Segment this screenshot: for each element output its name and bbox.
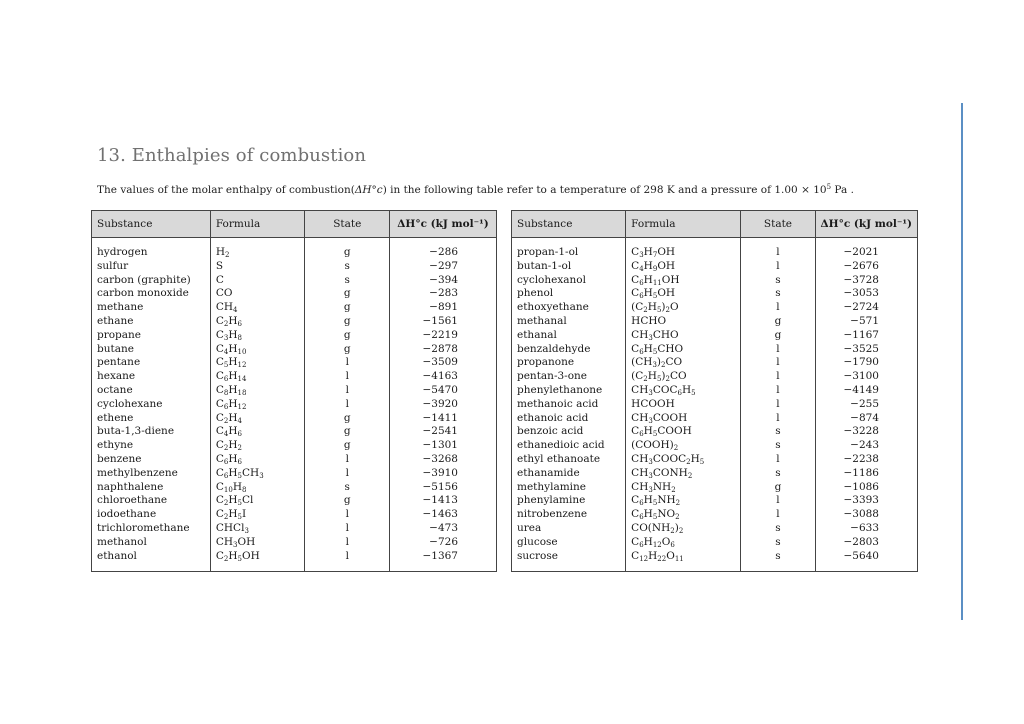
substance-cell: ethanol [92,550,211,564]
enthalpy-value-cell: −1790 [843,356,879,369]
intro-middle: ) in the following table refer to a temperature of 298 K and a pressure of 1.00 × 10 [382,184,827,196]
formula-cell: C [210,274,305,288]
table-row [92,550,497,564]
formula-cell: $C_6H_5NO_2$ [626,508,741,522]
formula-cell: $C_6H_{11}OH$ [626,274,741,288]
table-row [512,301,918,315]
table-spacer-row [92,238,497,247]
table-row [92,301,497,315]
substance-cell: naphthalene [92,481,211,495]
formula-cell: $C_6H_{12}O_6$ [626,536,741,550]
header-enthalpy: ΔH°c (kJ mol⁻¹) [815,211,917,238]
header-enthalpy: ΔH°c (kJ mol⁻¹) [390,211,497,238]
formula-cell: $C_6H_5OH$ [626,287,741,301]
table-row [512,329,918,343]
substance-cell: phenol [512,287,626,301]
table-row [512,425,918,439]
formula-cell: $CH_3COOC_2H_5$ [626,453,741,467]
table-row [512,398,918,412]
enthalpy-table-left [91,210,497,572]
formula-cell: $C_2H_6$ [210,315,305,329]
substance-cell: butan-1-ol [512,260,626,274]
header-formula: Formula [626,211,741,238]
enthalpy-value-cell: −2021 [843,246,879,258]
substance-cell: propane [92,329,211,343]
table-row [512,315,918,329]
enthalpy-value-cell: −2541 [422,425,458,438]
substance-cell: ethene [92,412,211,426]
state-cell: l [741,398,815,412]
enthalpy-value-cell: −1413 [422,494,458,507]
enthalpy-value-cell: −3509 [422,356,458,369]
enthalpy-value-cell: −3268 [422,452,458,465]
state-cell: s [741,550,815,564]
intro-before: The values of the molar enthalpy of combustion( [97,184,355,196]
substance-cell: methylbenzene [92,467,211,481]
state-cell: s [305,260,390,274]
formula-cell: CO [210,287,305,301]
enthalpy-value-cell: −633 [850,521,879,534]
table-row [92,356,497,370]
enthalpy-table-right [511,210,918,572]
state-cell: g [741,315,815,329]
enthalpy-value-cell: −394 [429,273,458,286]
state-cell: l [305,398,390,412]
formula-cell: $C_3H_8$ [210,329,305,343]
table-row [92,494,497,508]
enthalpy-value-cell: −4149 [843,383,879,396]
table-row [92,425,497,439]
enthalpy-value-cell: −1463 [422,508,458,521]
state-cell: l [305,522,390,536]
state-cell: l [305,550,390,564]
enthalpy-value-cell: −1561 [422,314,458,327]
substance-cell: methylamine [512,481,626,495]
substance-cell: trichloromethane [92,522,211,536]
substance-cell: propanone [512,356,626,370]
formula-cell: $C_2H_5OH$ [210,550,305,564]
substance-cell: butane [92,343,211,357]
state-cell: s [305,274,390,288]
state-cell: s [741,536,815,550]
state-cell: l [741,343,815,357]
enthalpy-value-cell: −891 [429,301,458,314]
table-row [92,481,497,495]
substance-cell: methane [92,301,211,315]
enthalpy-value-cell: −297 [429,259,458,272]
substance-cell: hexane [92,370,211,384]
formula-cell: $C_4H_9OH$ [626,260,741,274]
state-cell: l [305,453,390,467]
enthalpy-value-cell: −3910 [422,466,458,479]
page-edge-rule [961,103,963,620]
state-cell: g [305,315,390,329]
enthalpy-symbol: ΔH°c [354,184,383,196]
substance-cell: benzaldehyde [512,343,626,357]
enthalpy-value-cell: −726 [429,535,458,548]
formula-cell: $CH_3COC_6H_5$ [626,384,741,398]
table-row [92,398,497,412]
substance-cell: iodoethane [92,508,211,522]
table-row [92,343,497,357]
formula-cell: $C_6H_5COOH$ [626,425,741,439]
state-cell: l [741,301,815,315]
substance-cell: ethanal [512,329,626,343]
table-row [92,287,497,301]
formula-cell: $(C_2H_5)_2CO$ [626,370,741,384]
table-row [512,370,918,384]
state-cell: g [305,301,390,315]
formula-cell: CHCl$_3$ [210,522,305,536]
state-cell: g [305,287,390,301]
enthalpy-value-cell: −2219 [422,328,458,341]
table-row [512,453,918,467]
substance-cell: ethanoic acid [512,412,626,426]
table-row [512,550,918,564]
state-cell: g [741,329,815,343]
formula-cell: $CH_3NH_2$ [626,481,741,495]
formula-cell: S [210,260,305,274]
state-cell: s [741,287,815,301]
table-row [512,508,918,522]
formula-cell: $C_{10}H_8$ [210,481,305,495]
formula-cell: $C_5H_{12}$ [210,356,305,370]
substance-cell: carbon (graphite) [92,274,211,288]
formula-cell: $C_2H_5Cl$ [210,494,305,508]
state-cell: g [305,425,390,439]
table-row [512,412,918,426]
state-cell: s [741,467,815,481]
substance-cell: ethyl ethanoate [512,453,626,467]
enthalpy-value-cell: −5640 [843,549,879,562]
table-row [512,384,918,398]
state-cell: l [305,536,390,550]
table-row [92,315,497,329]
state-cell: l [305,508,390,522]
enthalpy-value-cell: −1086 [843,480,879,493]
header-substance: Substance [92,211,211,238]
table-row [512,246,918,260]
enthalpy-value-cell: −3100 [843,370,879,383]
table-row [512,481,918,495]
formula-cell: $C_6H_{14}$ [210,370,305,384]
state-cell: g [741,481,815,495]
table-row [512,356,918,370]
formula-cell: $C_6H_6$ [210,453,305,467]
substance-cell: urea [512,522,626,536]
table-row [512,287,918,301]
table-spacer-row [512,238,918,247]
enthalpy-value-cell: −1301 [422,439,458,452]
state-cell: l [741,453,815,467]
enthalpy-value-cell: −2803 [843,535,879,548]
substance-cell: methanol [92,536,211,550]
state-cell: s [741,522,815,536]
table-row [92,370,497,384]
substance-cell: cyclohexanol [512,274,626,288]
state-cell: l [741,508,815,522]
formula-cell: $C_6H_{12}$ [210,398,305,412]
formula-cell: $CH_4$ [210,301,305,315]
enthalpy-value-cell: −283 [429,287,458,300]
enthalpy-value-cell: −3393 [843,494,879,507]
enthalpy-value-cell: −2724 [843,301,879,314]
table-row [512,467,918,481]
formula-cell: $C_3H_7OH$ [626,246,741,260]
table-row [512,494,918,508]
table-spacer-row [512,563,918,572]
enthalpy-value-cell: −1411 [422,411,458,424]
table-spacer-row [92,563,497,572]
formula-cell: $C_4H_6$ [210,425,305,439]
enthalpy-value-cell: −243 [850,439,879,452]
state-cell: l [741,356,815,370]
intro-exponent: 5 [826,183,832,191]
table-row [512,522,918,536]
state-cell: s [741,425,815,439]
substance-cell: glucose [512,536,626,550]
substance-cell: benzoic acid [512,425,626,439]
state-cell: s [741,439,815,453]
formula-cell: $C_6H_5NH_2$ [626,494,741,508]
enthalpy-value-cell: −3728 [843,273,879,286]
formula-cell: $(C_2H_5)_2O$ [626,301,741,315]
formula-cell: $H_2$ [210,246,305,260]
state-cell: l [741,412,815,426]
substance-cell: phenylamine [512,494,626,508]
enthalpy-value-cell: −3525 [843,342,879,355]
header-formula: Formula [210,211,305,238]
substance-cell: nitrobenzene [512,508,626,522]
formula-cell: $C_6H_5CHO$ [626,343,741,357]
enthalpy-value-cell: −3228 [843,425,879,438]
enthalpy-value-cell: −5156 [422,480,458,493]
table-row [92,384,497,398]
enthalpy-value-cell: −1186 [843,466,879,479]
formula-cell: $(COOH)_2$ [626,439,741,453]
state-cell: l [305,356,390,370]
state-cell: l [305,384,390,398]
table-row [92,246,497,260]
substance-cell: sulfur [92,260,211,274]
table-row [92,412,497,426]
enthalpy-value-cell: −2878 [422,342,458,355]
substance-cell: ethoxyethane [512,301,626,315]
substance-cell: pentan-3-one [512,370,626,384]
enthalpy-value-cell: −1367 [422,549,458,562]
table-header-row [512,211,918,238]
header-substance: Substance [512,211,626,238]
state-cell: s [305,481,390,495]
state-cell: l [741,370,815,384]
substance-cell: carbon monoxide [92,287,211,301]
enthalpy-value-cell: −4163 [422,370,458,383]
formula-cell: $CO(NH_2)_2$ [626,522,741,536]
substance-cell: ethyne [92,439,211,453]
substance-cell: ethanamide [512,467,626,481]
table-row [92,329,497,343]
substance-cell: sucrose [512,550,626,564]
state-cell: l [305,370,390,384]
substance-cell: phenylethanone [512,384,626,398]
formula-cell: HCOOH [626,398,741,412]
formula-cell: $C_{12}H_{22}O_{11}$ [626,550,741,564]
header-state: State [741,211,815,238]
substance-cell: chloroethane [92,494,211,508]
substance-cell: ethanedioic acid [512,439,626,453]
substance-cell: hydrogen [92,246,211,260]
substance-cell: methanoic acid [512,398,626,412]
header-state: State [305,211,390,238]
formula-cell: $C_6H_5CH_3$ [210,467,305,481]
enthalpy-value-cell: −874 [850,411,879,424]
substance-cell: benzene [92,453,211,467]
formula-cell: $C_4H_{10}$ [210,343,305,357]
state-cell: g [305,329,390,343]
state-cell: l [305,467,390,481]
substance-cell: buta-1,3-diene [92,425,211,439]
formula-cell: $C_2H_2$ [210,439,305,453]
state-cell: g [305,412,390,426]
substance-cell: propan-1-ol [512,246,626,260]
table-header-row [92,211,497,238]
substance-cell: ethane [92,315,211,329]
enthalpy-value-cell: −473 [429,521,458,534]
formula-cell: $C_2H_4$ [210,412,305,426]
table-row [92,453,497,467]
table-row [512,260,918,274]
enthalpy-value-cell: −5470 [422,383,458,396]
enthalpy-value-cell: −3920 [422,397,458,410]
state-cell: s [741,274,815,288]
enthalpy-value-cell: −2238 [843,452,879,465]
table-row [92,536,497,550]
formula-cell: $(CH_3)_2CO$ [626,356,741,370]
table-row [92,522,497,536]
table-row [512,536,918,550]
state-cell: l [741,260,815,274]
formula-cell: $CH_3COOH$ [626,412,741,426]
intro-after: Pa . [831,184,854,196]
table-row [92,260,497,274]
enthalpy-value-cell: −286 [429,246,458,258]
table-row [92,467,497,481]
formula-cell: $CH_3CHO$ [626,329,741,343]
table-row [512,343,918,357]
substance-cell: octane [92,384,211,398]
formula-cell: $CH_3CONH_2$ [626,467,741,481]
enthalpy-value-cell: −1167 [843,328,879,341]
table-row [92,508,497,522]
table-row [92,274,497,288]
table-row [512,274,918,288]
formula-cell: HCHO [626,315,741,329]
state-cell: l [741,384,815,398]
intro-text [97,184,854,196]
state-cell: g [305,246,390,260]
enthalpy-value-cell: −571 [850,314,879,327]
page-title: 13. Enthalpies of combustion [97,145,367,166]
substance-cell: cyclohexane [92,398,211,412]
formula-cell: $C_8H_{18}$ [210,384,305,398]
substance-cell: methanal [512,315,626,329]
state-cell: l [741,494,815,508]
enthalpy-value-cell: −3088 [843,508,879,521]
state-cell: g [305,343,390,357]
formula-cell: $C_2H_5I$ [210,508,305,522]
enthalpy-value-cell: −2676 [843,259,879,272]
state-cell: l [741,246,815,260]
table-row [512,439,918,453]
formula-cell: $CH_3OH$ [210,536,305,550]
state-cell: g [305,439,390,453]
state-cell: g [305,494,390,508]
substance-cell: pentane [92,356,211,370]
enthalpy-value-cell: −3053 [843,287,879,300]
enthalpy-value-cell: −255 [850,397,879,410]
table-row [92,439,497,453]
